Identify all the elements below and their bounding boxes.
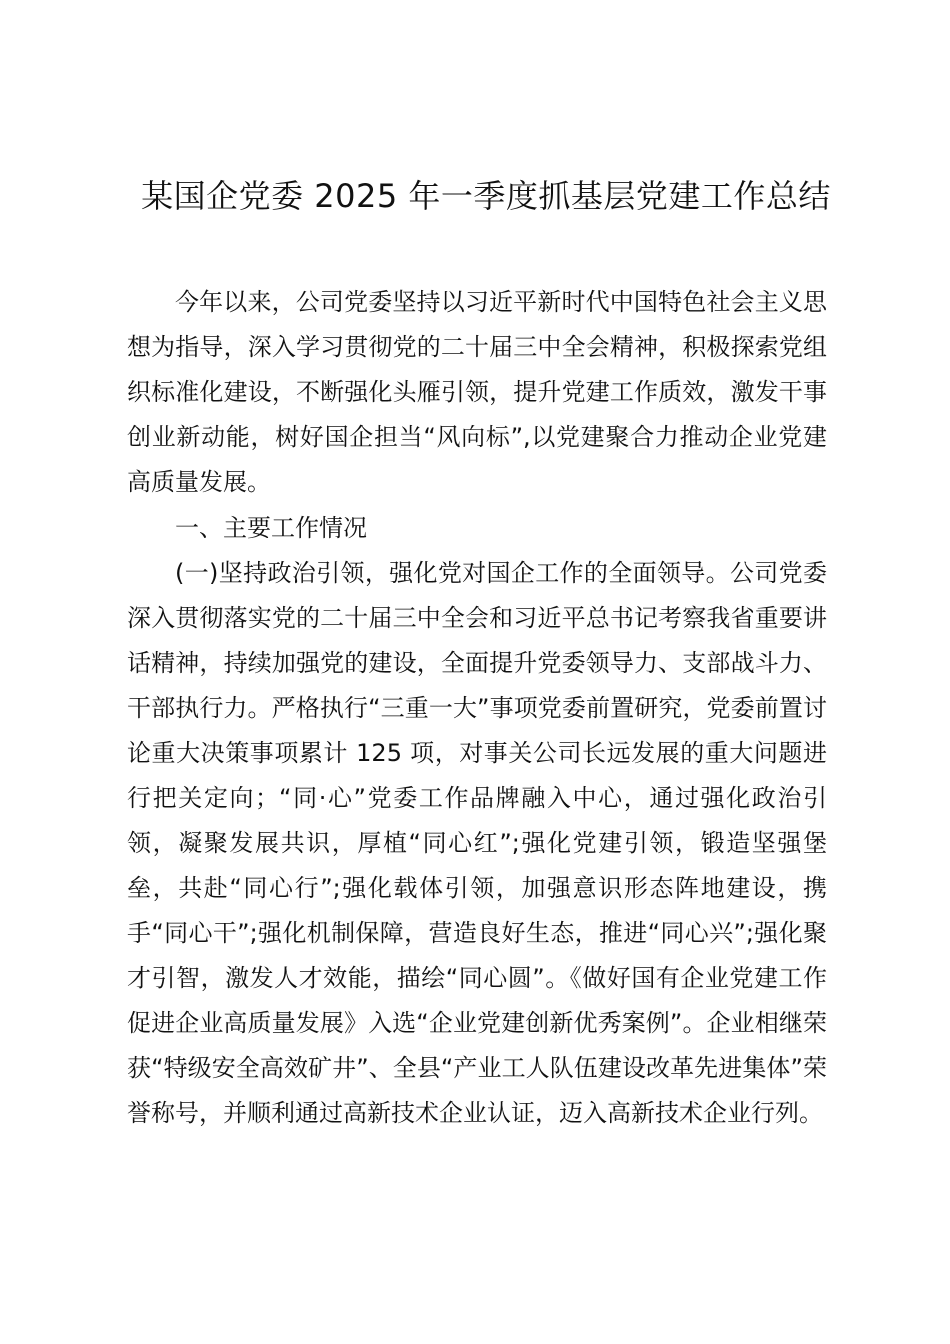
section-heading: 一、主要工作情况: [175, 514, 367, 542]
body-paragraph: (一)坚持政治引领，强化党对国企工作的全面领导。公司党委深入贯彻落实党的二十届三中全会和习近平总书记考察我省重要讲话精神，持续加强党的建设，全面提升党委领导力、支部战斗力、干部执行力。严格执行“三重一大”事项党委前置研究，党委前置讨论重大决策事项累计 125 项，对事关公司长远发展的重大问题进行把关定向；“同·心”党委工作品牌融入中心，通过强化政治引领，凝聚发展共识，厚植“同心红”;强化党建引领，锻造坚强堡垒，共赴“同心行”;强化载体引领，加强意识形态阵地建设，携手“同心干”;强化机制保障，营造良好生态，推进“同心兴”;强化聚才引智，激发人才效能，描绘“同心圆”。《做好国有企业党建工作促进企业高质量发展》入选“企业党建创新优秀案例”。企业相继荣获“特级安全高效矿井”、全县“产业工人队伍建设改革先进集体”荣誉称号，并顺利通过高新技术企业认证，迈入高新技术企业行列。: [127, 559, 827, 1127]
document-body: [127, 280, 827, 1136]
intro-paragraph: 今年以来，公司党委坚持以习近平新时代中国特色社会主义思想为指导，深入学习贯彻党的二十届三中全会精神，积极探索党组织标准化建设，不断强化头雁引领，提升党建工作质效，激发干事创业新动能，树好国企担当“风向标”,以党建聚合力推动企业党建高质量发展。: [127, 288, 827, 496]
document-title: 某国企党委 2025 年一季度抓基层党建工作总结: [141, 177, 831, 215]
